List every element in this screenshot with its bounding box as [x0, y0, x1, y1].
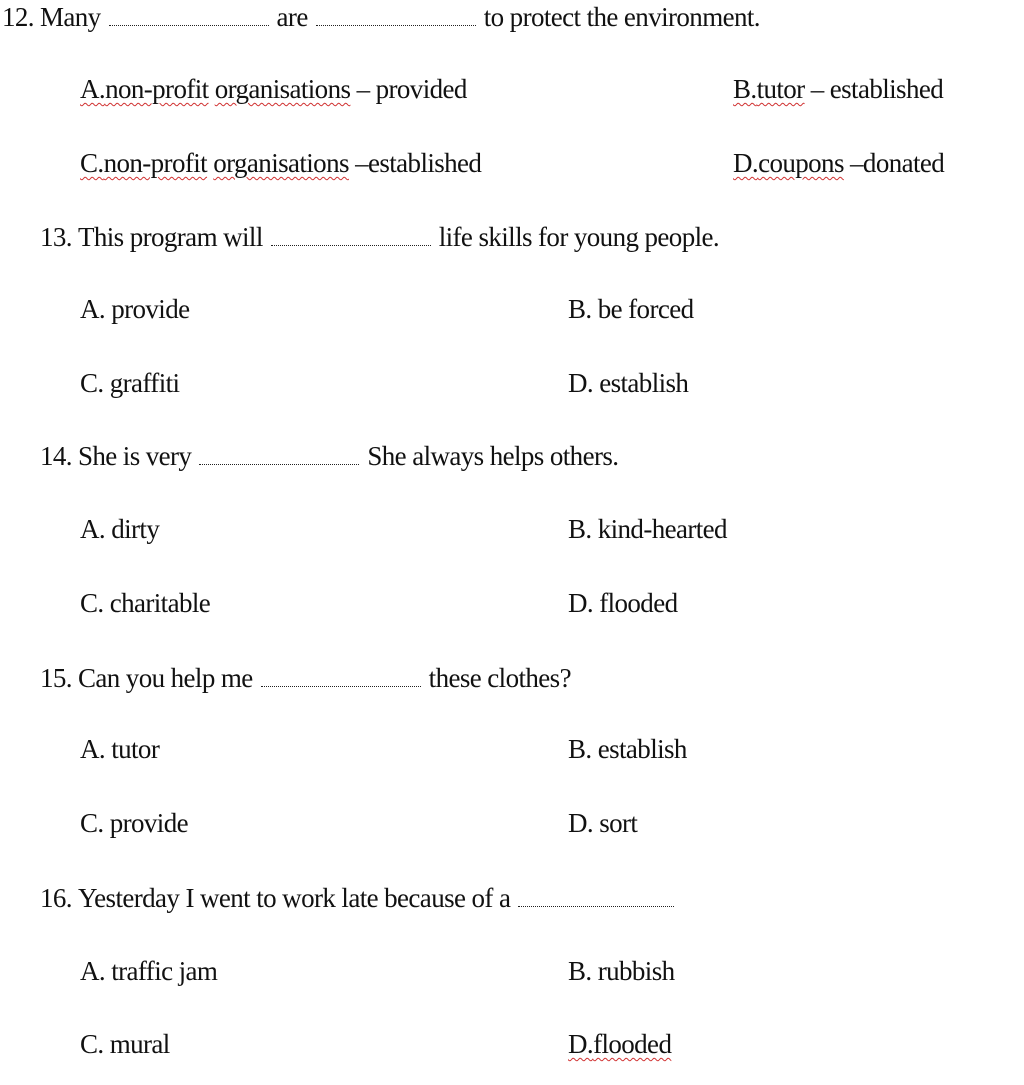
option-text: establish [597, 734, 687, 764]
option-text: mural [109, 1029, 170, 1059]
option-letter: D. [568, 1029, 594, 1059]
answer-blank [271, 239, 431, 246]
stem-text: to protect the environment. [483, 2, 760, 32]
option-text: –donated [850, 148, 945, 178]
option-letter: A. [80, 294, 106, 324]
option-text: flooded [599, 588, 678, 618]
question-16-option-d [568, 1027, 671, 1061]
question-14-option-b [568, 512, 727, 546]
option-letter: D. [568, 368, 594, 398]
question-13-option-b [568, 292, 694, 326]
answer-blank [199, 458, 359, 465]
question-13-option-d [568, 366, 688, 400]
option-letter: C. [80, 1029, 104, 1059]
answer-blank [261, 680, 421, 687]
stem-text: This program will [77, 222, 263, 252]
question-16-option-b [568, 954, 675, 988]
stem-text: She is very [77, 441, 192, 471]
question-number: 15. [40, 663, 72, 693]
question-15-option-b [568, 732, 687, 766]
stem-text: Many [39, 2, 101, 32]
question-16-option-a [80, 954, 217, 988]
option-letter: C. [80, 368, 104, 398]
option-text: establish [599, 368, 689, 398]
option-letter: D. [568, 808, 594, 838]
question-15-option-a [80, 732, 159, 766]
option-text: organisations [214, 74, 351, 104]
option-letter: D. [733, 148, 759, 178]
question-number: 13. [40, 222, 72, 252]
option-text: sort [599, 808, 638, 838]
question-15-option-c [80, 806, 188, 840]
option-text: kind-hearted [597, 514, 727, 544]
option-text: dirty [111, 514, 160, 544]
stem-text: are [276, 2, 308, 32]
option-text: rubbish [597, 956, 675, 986]
option-letter: D. [568, 588, 594, 618]
question-16-option-c [80, 1027, 170, 1061]
question-15-stem [40, 661, 571, 695]
option-text: traffic jam [111, 956, 218, 986]
option-text: tutor [756, 74, 805, 104]
question-14-option-a [80, 512, 159, 546]
option-letter: A. [80, 514, 106, 544]
stem-text: these clothes? [428, 663, 571, 693]
option-text: non-profit [103, 148, 208, 178]
option-letter: B. [733, 74, 757, 104]
option-letter: B. [568, 734, 592, 764]
question-14-stem [40, 439, 618, 473]
answer-blank [518, 900, 674, 907]
option-letter: C. [80, 148, 104, 178]
question-number: 14. [40, 441, 72, 471]
question-12-option-c [80, 146, 481, 180]
option-text: provide [109, 808, 188, 838]
stem-text: She always helps others. [367, 441, 619, 471]
stem-text: Yesterday I went to work late because of a [77, 883, 511, 913]
question-15-option-d [568, 806, 637, 840]
option-text: provide [111, 294, 190, 324]
option-text: –established [355, 148, 482, 178]
option-text: – provided [356, 74, 467, 104]
option-text: coupons [758, 148, 844, 178]
option-text: non-profit [105, 74, 209, 104]
option-text: graffiti [109, 368, 180, 398]
question-12-stem [2, 0, 760, 34]
option-letter: A. [80, 734, 106, 764]
option-letter: B. [568, 514, 592, 544]
question-number: 16. [40, 883, 72, 913]
question-13-option-a [80, 292, 190, 326]
stem-text: life skills for young people. [438, 222, 720, 252]
question-12-option-b [733, 72, 943, 106]
question-12-option-d [733, 146, 944, 180]
question-number: 12. [2, 2, 34, 32]
option-letter: C. [80, 808, 104, 838]
question-13-stem [40, 220, 719, 254]
option-text: be forced [597, 294, 694, 324]
option-letter: B. [568, 294, 592, 324]
option-letter: C. [80, 588, 104, 618]
option-text: tutor [111, 734, 160, 764]
option-letter: A. [80, 74, 106, 104]
option-text: – established [810, 74, 944, 104]
option-text: organisations [213, 148, 349, 178]
option-text: charitable [109, 588, 211, 618]
option-letter: A. [80, 956, 106, 986]
question-13-option-c [80, 366, 179, 400]
answer-blank [109, 19, 269, 26]
question-14-option-d [568, 586, 678, 620]
question-16-stem [40, 881, 682, 915]
question-12-option-a [80, 72, 467, 106]
stem-text: Can you help me [77, 663, 253, 693]
answer-blank [316, 19, 476, 26]
question-14-option-c [80, 586, 210, 620]
option-text: flooded [593, 1029, 672, 1059]
option-letter: B. [568, 956, 592, 986]
